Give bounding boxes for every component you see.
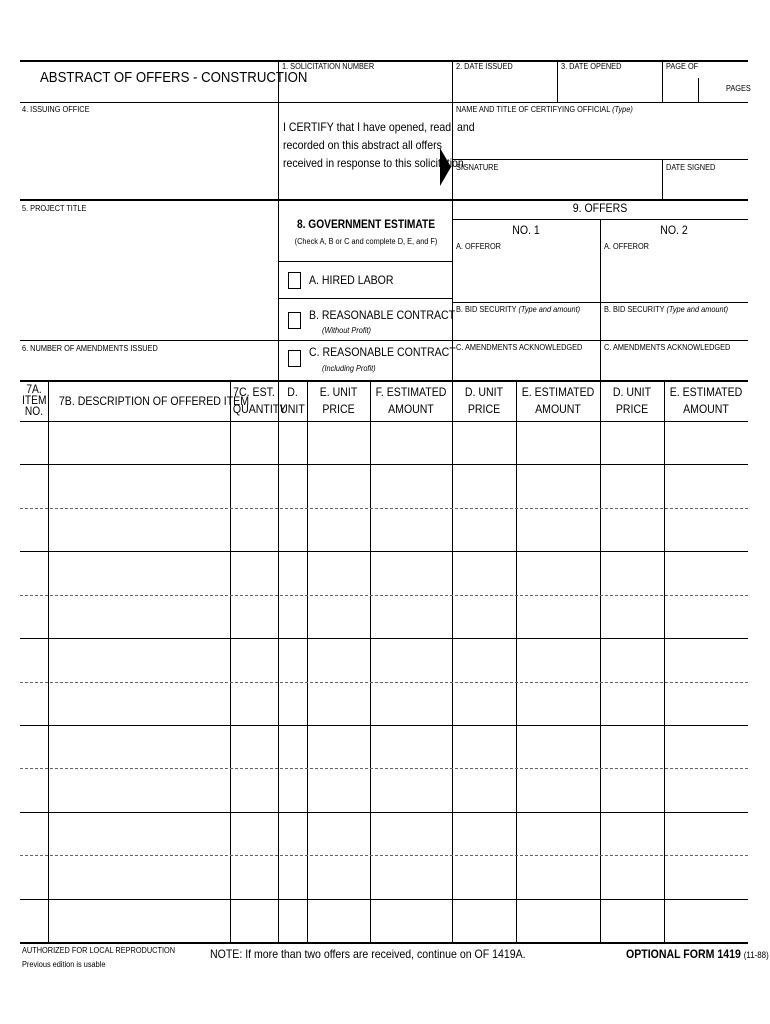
offer1-unit-price-header: D. UNIT PRICE — [464, 385, 504, 416]
gov-unit-price-header: E. UNIT PRICE — [319, 385, 358, 416]
date-issued-label: 2. DATE ISSUED — [456, 62, 513, 71]
offer2-unit-price-header: D. UNIT PRICE — [612, 385, 652, 416]
continuation-note: NOTE: If more than two offers are received, continue on OF 1419A. — [210, 947, 526, 961]
certifying-official-label: NAME AND TITLE OF CERTIFYING OFFICIAL (Type) — [456, 105, 633, 114]
offers-title: 9. OFFERS — [572, 201, 628, 215]
page-of-label: PAGE OF — [666, 62, 699, 71]
table-row[interactable] — [20, 768, 748, 811]
date-signed-label: DATE SIGNED — [666, 163, 716, 172]
reasonable-contract-no-profit-checkbox[interactable] — [288, 312, 301, 329]
hired-labor-checkbox[interactable] — [288, 272, 301, 289]
pointer-arrow-icon — [440, 148, 451, 186]
offer2-offeror-label: A. OFFEROR — [604, 242, 649, 251]
est-quantity-header: 7C. EST. QUANTITY — [232, 385, 287, 416]
unit-header: D. UNIT — [280, 385, 305, 416]
table-row[interactable] — [20, 551, 748, 594]
table-row[interactable] — [20, 421, 748, 464]
government-estimate-title: 8. GOVERNMENT ESTIMATE — [296, 217, 436, 231]
form-title: ABSTRACT OF OFFERS - CONSTRUCTION — [40, 69, 308, 86]
table-row[interactable] — [20, 638, 748, 681]
reasonable-contract-with-profit-checkbox[interactable] — [288, 350, 301, 367]
table-row[interactable] — [20, 595, 748, 638]
reasonable-contract-with-profit-label: C. REASONABLE CONTRACT — [309, 345, 456, 359]
offer1-offeror-label: A. OFFEROR — [456, 242, 501, 251]
project-title-label: 5. PROJECT TITLE — [22, 204, 87, 213]
date-opened-label: 3. DATE OPENED — [561, 62, 622, 71]
number-amendments-label: 6. NUMBER OF AMENDMENTS ISSUED — [22, 344, 158, 353]
signature-label: SIGNATURE — [456, 163, 499, 172]
authorized-reproduction-text: AUTHORIZED FOR LOCAL REPRODUCTION — [22, 946, 176, 955]
offer2-bid-security-label: B. BID SECURITY (Type and amount) — [604, 305, 729, 314]
offer2-est-amount-header: E. ESTIMATED AMOUNT — [669, 385, 743, 416]
certify-text-3: received in response to this solicitation. — [283, 156, 467, 170]
offer-no1-label: NO. 1 — [512, 223, 540, 237]
item-no-header: 7A. ITEM NO. — [22, 382, 47, 418]
offer1-est-amount-header: E. ESTIMATED AMOUNT — [521, 385, 595, 416]
without-profit-note: (Without Profit) — [322, 326, 372, 335]
certify-text-2: recorded on this abstract all offers — [283, 138, 442, 152]
pages-label: PAGES — [726, 84, 751, 93]
offer1-amendments-label: C. AMENDMENTS ACKNOWLEDGED — [456, 343, 583, 352]
table-row[interactable] — [20, 682, 748, 725]
hired-labor-label: A. HIRED LABOR — [309, 273, 394, 287]
including-profit-note: (Including Profit) — [322, 364, 376, 373]
reasonable-contract-no-profit-label: B. REASONABLE CONTRACT — [309, 308, 456, 322]
form-number: OPTIONAL FORM 1419 (11-88) — [626, 947, 769, 961]
table-row[interactable] — [20, 855, 748, 898]
offer1-bid-security-label: B. BID SECURITY (Type and amount) — [456, 305, 581, 314]
offer2-amendments-label: C. AMENDMENTS ACKNOWLEDGED — [604, 343, 731, 352]
solicitation-number-label: 1. SOLICITATION NUMBER — [282, 62, 375, 71]
offer-no2-label: NO. 2 — [660, 223, 688, 237]
table-row[interactable] — [20, 725, 748, 768]
previous-edition-text: Previous edition is usable — [22, 960, 106, 969]
certify-text-1: I CERTIFY that I have opened, read, and — [283, 120, 475, 134]
gov-est-amount-header: F. ESTIMATED AMOUNT — [375, 385, 447, 416]
government-estimate-instructions: (Check A, B or C and complete D, E, and F) — [294, 237, 438, 246]
table-row[interactable] — [20, 899, 748, 942]
table-row[interactable] — [20, 812, 748, 855]
description-header: 7B. DESCRIPTION OF OFFERED ITEM — [58, 394, 250, 408]
issuing-office-label: 4. ISSUING OFFICE — [22, 105, 90, 114]
table-row[interactable] — [20, 464, 748, 507]
table-row[interactable] — [20, 508, 748, 551]
